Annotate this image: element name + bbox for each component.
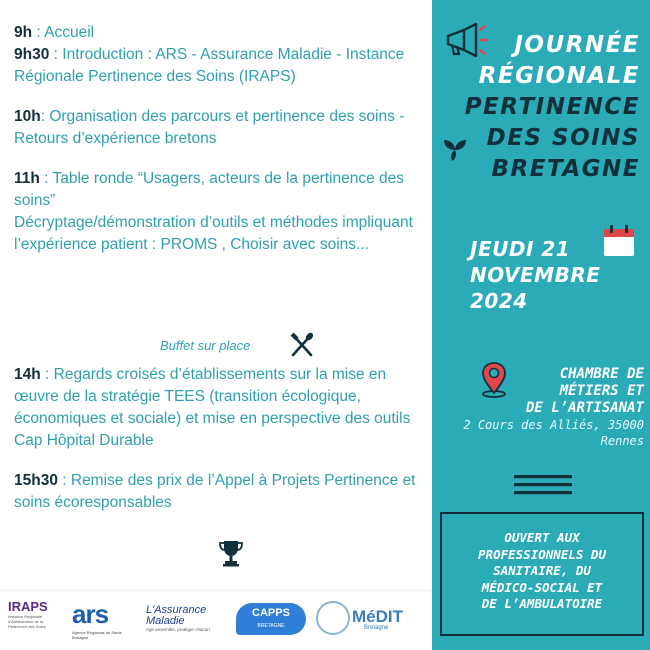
assurance-maladie-logo: L'Assurance Maladie Agir ensemble, protéger chacun [146,604,210,632]
leaf-icon [442,138,468,167]
address: 2 Cours des Alliés, 35000 [463,418,644,432]
capps-logo: CAPPS BRETAGNE [236,603,306,635]
buffet-label: Buffet sur place [160,338,251,353]
event-title: JOURNÉE RÉGIONALE PERTINENCE DES SOINS BRETAGNE [464,32,640,182]
agenda-item-10h: 10h: Organisation des parcours et pertinence des soins - Retours d’expérience bretons [14,108,405,147]
iraps-logo: IRAPS Instance Régionale d'Amélioration de la Pertinence des Soins [8,599,48,629]
agenda-afternoon [14,364,432,514]
medit-circle-icon [316,601,350,635]
agenda-item-11h-detail: Décryptage/démonstration d’outils et méthodes impliquant l’expérience patient : PROMS , Choisir avec soins... [14,214,413,253]
agenda-item-15h30: 15h30 : Remise des prix de l’Appel à Projets Pertinence et soins écoresponsables [14,472,416,511]
divider-lines-icon [514,474,572,501]
agenda-item-14h: 14h : Regards croisés d’établissements sur la mise en œuvre de la stratégie TEES (transition écologique, économiques et sociale) et mise en perspective des outils Cap Hôpital Durable [14,366,411,449]
partner-logos: IRAPS Instance Régionale d'Amélioration de la Pertinence des Soins ars Agence Régionale de Santé Bretagne L'Assurance Maladie Agir ensemble, protéger chacun CAPPS BRETAGNE MéDIT Bretagne [0,590,432,650]
ars-logo: ars Agence Régionale de Santé Bretagne [72,599,122,640]
audience-box: OUVERT AUX PROFESSIONNELS DU SANITAIRE, DU MÉDICO-SOCIAL ET DE L’AMBULATOIRE [440,512,644,636]
trophy-icon [218,538,244,573]
agenda-item-11h: 11h : Table ronde “Usagers, acteurs de la pertinence des soins” [14,170,405,209]
cutlery-icon [288,330,316,363]
agenda-item-9h: 9h : Accueil [14,24,95,41]
agenda-item-9h30: 9h30 : Introduction : ARS - Assurance Maladie - Instance Régionale Pertinence des Soins (IRAPS) [14,46,405,85]
event-location: CHAMBRE DE MÉTIERS ET DE L’ARTISANAT 2 Cours des Alliés, 35000 Rennes [432,366,650,449]
event-date: JEUDI 21 NOVEMBRE 2024 [470,237,601,313]
agenda [14,22,432,256]
